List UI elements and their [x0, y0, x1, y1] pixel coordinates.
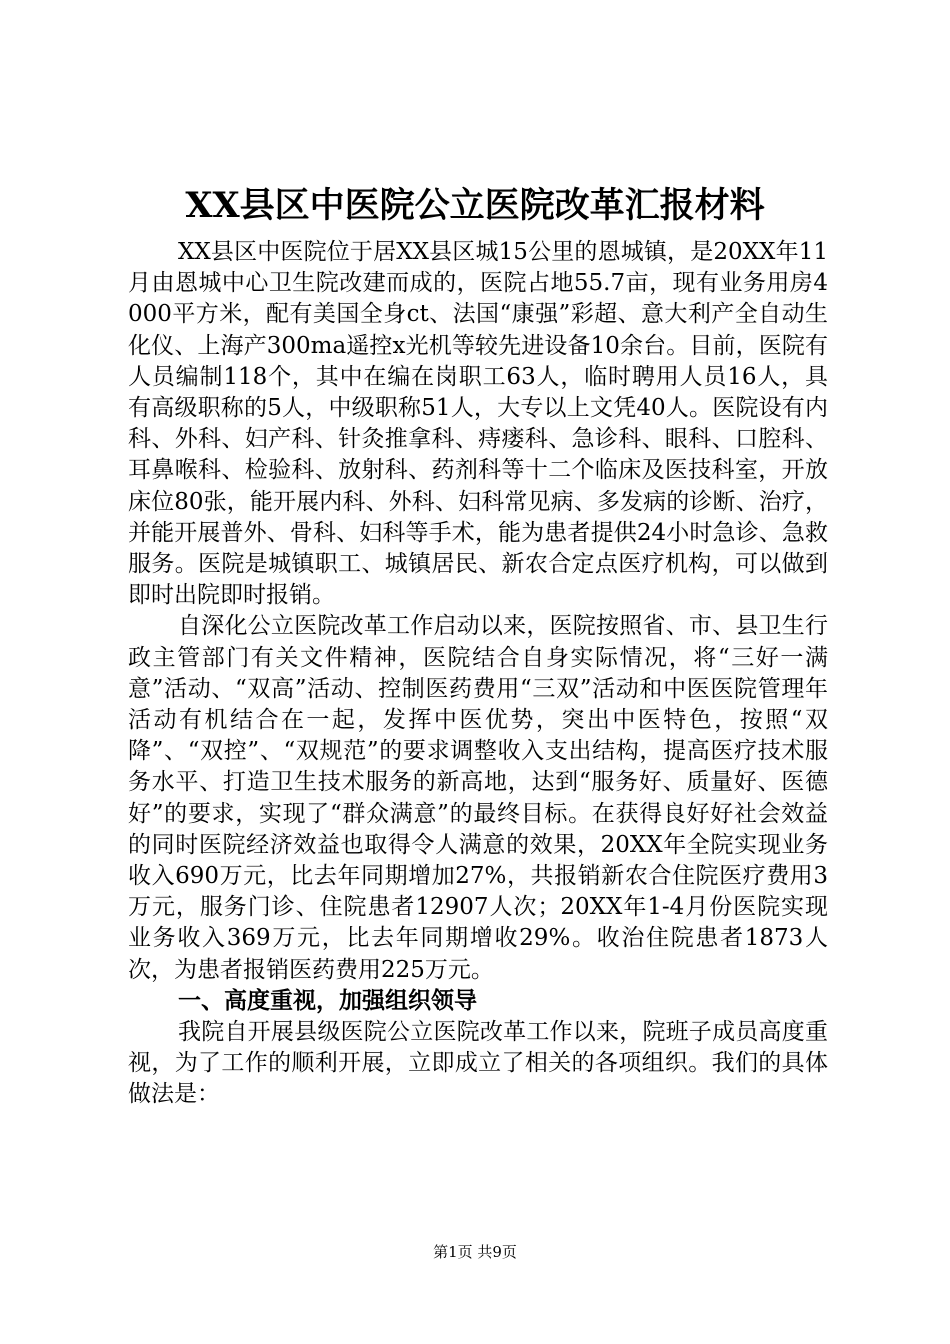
page-footer: 第1页 共9页 [433, 1243, 517, 1261]
paragraph-hospital-overview: XX县区中医院位于居XX县区城15公里的恩城镇，是20XX年11月由恩城中心卫生院改建而成的，医院占地55.7亩，现有业务用房4000平方米，配有美国全身ct、法国“康强”彩超、意大利产全自动生化仪、上海产300ma遥控x光机等较先进设备10余台。目前，医院有人员编制118个，其中在编在岗职工63人，临时聘用人员16人，具有高级职称的5人，中级职称51人，大专以上文凭40人。医院设有内科、外科、妇产科、针灸推拿科、痔瘘科、急诊科、眼科、口腔科、耳鼻喉科、检验科、放射科、药剂科等十二个临床及医技科室，开放床位80张，能开展内科、外科、妇科常见病、多发病的诊断、治疗，并能开展普外、骨科、妇科等手术，能为患者提供24小时急诊、急救服务。医院是城镇职工、城镇居民、新农合定点医疗机构，可以做到即时出院即时报销。 [128, 239, 828, 609]
document-body [128, 237, 828, 1111]
section-heading: 一、高度重视，加强组织领导 [178, 987, 477, 1014]
paragraph-reform-progress: 自深化公立医院改革工作启动以来，医院按照省、市、县卫生行政主管部门有关文件精神，医院结合自身实际情况，将“三好一满意”活动、“双高”活动、控制医药费用“三双”活动和中医医院管理年活动有机结合在一起，发挥中医优势，突出中医特色，按照“双降”、“双控”、“双规范”的要求调整收入支出结构，提高医疗技术服务水平、打造卫生技术服务的新高地，达到“服务好、质量好、医德好”的要求，实现了“群众满意”的最终目标。在获得良好好社会效益的同时医院经济效益也取得令人满意的效果，20XX年全院实现业务收入690万元，比去年同期增加27%，共报销新农合住院医疗费用3万元，服务门诊、住院患者12907人次；20XX年1-4月份医院实现业务收入369万元，比去年同期增收29%。收治住院患者1873人次，为患者报销医药费用225万元。 [128, 613, 828, 983]
paragraph-section-intro: 我院自开展县级医院公立医院改革工作以来，院班子成员高度重视，为了工作的顺利开展，立即成立了相关的各项组织。我们的具体做法是： [128, 1019, 828, 1108]
document-title: XX县区中医院公立医院改革汇报材料 [185, 185, 765, 226]
